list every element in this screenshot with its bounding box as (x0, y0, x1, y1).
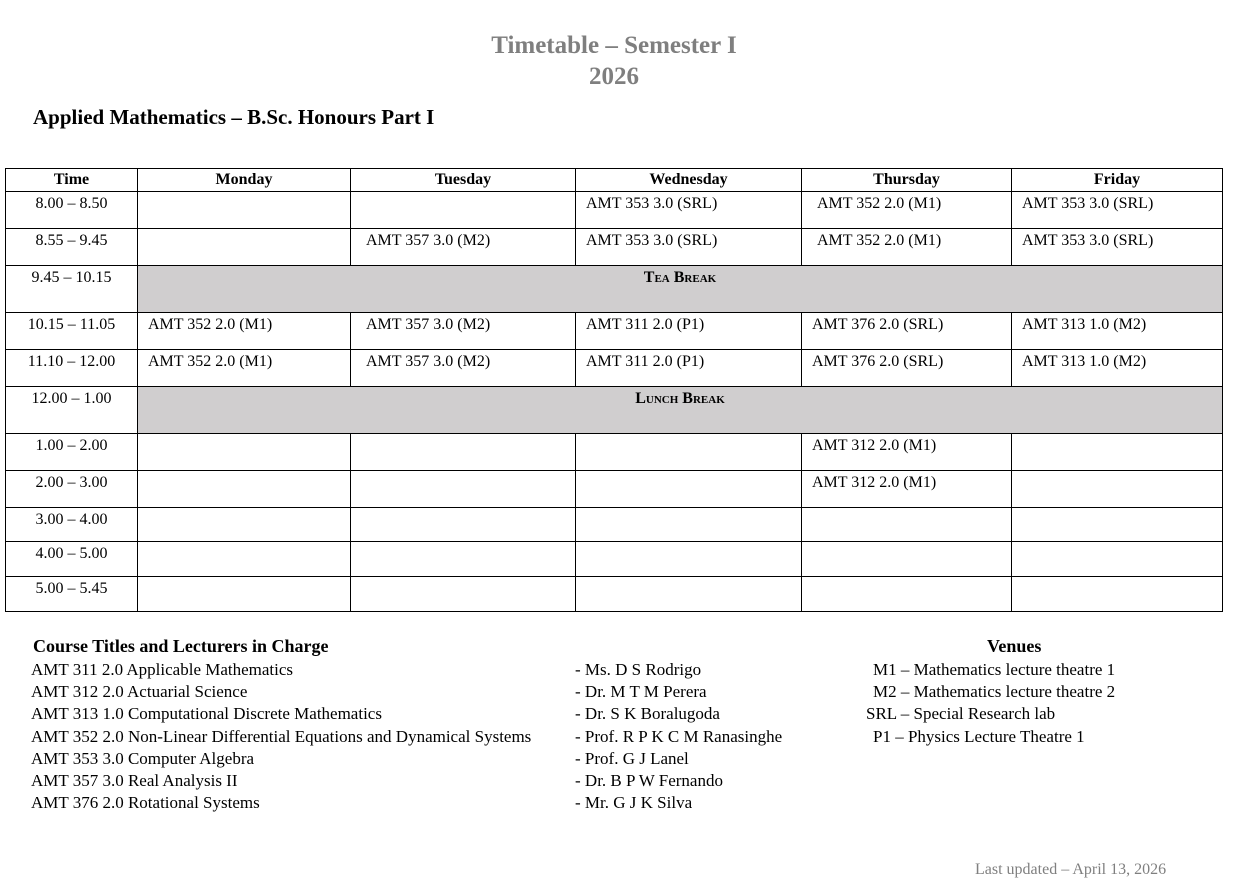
col-header-friday: Friday (1012, 169, 1223, 192)
table-row (6, 313, 1223, 350)
slot-cell: AMT 313 1.0 (M2) (1012, 350, 1223, 387)
slot-cell (802, 577, 1012, 612)
slot-cell: AMT 352 2.0 (M1) (802, 229, 1012, 266)
page-title (0, 30, 1228, 92)
slot-cell (351, 434, 576, 471)
slot-cell (138, 577, 351, 612)
col-header-tuesday: Tuesday (351, 169, 576, 192)
list-item: AMT 313 1.0 Computational Discrete Mathematics (31, 704, 382, 724)
slot-cell: AMT 357 3.0 (M2) (351, 350, 576, 387)
timetable-header-row (6, 169, 1223, 192)
list-item: - Dr. M T M Perera (575, 682, 707, 702)
table-row (6, 434, 1223, 471)
title-line-1: Timetable – Semester I (491, 32, 737, 59)
slot-cell (138, 508, 351, 542)
last-updated: Last updated – April 13, 2026 (975, 861, 1167, 878)
slot-cell (576, 471, 802, 508)
slot-cell (351, 192, 576, 229)
list-item: AMT 311 2.0 Applicable Mathematics (31, 660, 294, 679)
time-slot: 11.10 – 12.00 (6, 350, 138, 387)
slot-cell (1012, 577, 1223, 612)
slot-cell (576, 434, 802, 471)
time-slot: 9.45 – 10.15 (6, 266, 138, 313)
list-item: M2 – Mathematics lecture theatre 2 (873, 682, 1116, 702)
slot-cell: AMT 353 3.0 (SRL) (1012, 229, 1223, 266)
time-slot: 8.00 – 8.50 (6, 192, 138, 229)
slot-cell (351, 542, 576, 577)
slot-cell (576, 542, 802, 577)
slot-cell (138, 471, 351, 508)
list-item: SRL – Special Research lab (866, 704, 1056, 724)
list-item: - Mr. G J K Silva (575, 793, 693, 813)
table-row (6, 577, 1223, 612)
slot-cell (576, 508, 802, 542)
slot-cell (351, 508, 576, 542)
table-row (6, 350, 1223, 387)
list-item: - Prof. G J Lanel (575, 748, 689, 768)
slot-cell: AMT 352 2.0 (M1) (802, 192, 1012, 229)
col-header-monday: Monday (138, 169, 351, 192)
slot-cell (1012, 434, 1223, 471)
list-item: - Dr. S K Boralugoda (575, 704, 720, 724)
slot-cell (1012, 471, 1223, 508)
slot-cell: AMT 311 2.0 (P1) (576, 350, 802, 387)
slot-cell: AMT 376 2.0 (SRL) (802, 313, 1012, 350)
slot-cell: AMT 376 2.0 (SRL) (802, 350, 1012, 387)
time-slot: 4.00 – 5.00 (6, 542, 138, 577)
slot-cell (1012, 542, 1223, 577)
venues-list (866, 659, 1115, 748)
table-row (6, 471, 1223, 508)
course-titles-list (31, 659, 531, 814)
slot-cell: AMT 357 3.0 (M2) (351, 313, 576, 350)
slot-cell: AMT 353 3.0 (SRL) (576, 229, 802, 266)
slot-cell: AMT 353 3.0 (SRL) (1012, 192, 1223, 229)
list-item: P1 – Physics Lecture Theatre 1 (873, 726, 1085, 746)
lecturers-list (575, 659, 782, 814)
table-row (6, 192, 1223, 229)
slot-cell (138, 192, 351, 229)
lunch-break-cell: Lunch Break (138, 387, 1223, 434)
table-row (6, 229, 1223, 266)
table-row (6, 266, 1223, 313)
table-row (6, 542, 1223, 577)
list-item: AMT 312 2.0 Actuarial Science (31, 682, 248, 702)
slot-cell (802, 508, 1012, 542)
table-row (6, 387, 1223, 434)
slot-cell: AMT 353 3.0 (SRL) (576, 192, 802, 229)
courses-heading: Course Titles and Lecturers in Charge (33, 636, 329, 656)
col-header-thursday: Thursday (802, 169, 1012, 192)
list-item: AMT 353 3.0 Computer Algebra (31, 748, 255, 768)
slot-cell (576, 577, 802, 612)
time-slot: 8.55 – 9.45 (6, 229, 138, 266)
col-header-wednesday: Wednesday (576, 169, 802, 192)
slot-cell (351, 471, 576, 508)
time-slot: 10.15 – 11.05 (6, 313, 138, 350)
list-item: - Dr. B P W Fernando (575, 771, 723, 791)
slot-cell (1012, 508, 1223, 542)
time-slot: 5.00 – 5.45 (6, 577, 138, 612)
col-header-time: Time (6, 169, 138, 192)
slot-cell (802, 542, 1012, 577)
time-slot: 3.00 – 4.00 (6, 508, 138, 542)
slot-cell: AMT 357 3.0 (M2) (351, 229, 576, 266)
slot-cell: AMT 312 2.0 (M1) (802, 471, 1012, 508)
slot-cell: AMT 312 2.0 (M1) (802, 434, 1012, 471)
slot-cell: AMT 352 2.0 (M1) (138, 350, 351, 387)
venues-heading: Venues (987, 636, 1042, 656)
table-row (6, 508, 1223, 542)
slot-cell: AMT 313 1.0 (M2) (1012, 313, 1223, 350)
slot-cell (138, 229, 351, 266)
time-slot: 1.00 – 2.00 (6, 434, 138, 471)
slot-cell (138, 434, 351, 471)
list-item: AMT 357 3.0 Real Analysis II (31, 771, 238, 791)
tea-break-cell: Tea Break (138, 266, 1223, 313)
slot-cell (351, 577, 576, 612)
slot-cell (138, 542, 351, 577)
slot-cell: AMT 352 2.0 (M1) (138, 313, 351, 350)
program-heading: Applied Mathematics – B.Sc. Honours Part I (33, 105, 435, 129)
title-line-2: 2026 (589, 63, 639, 90)
list-item: AMT 352 2.0 Non-Linear Differential Equations and Dynamical Systems (31, 726, 532, 746)
list-item: AMT 376 2.0 Rotational Systems (31, 793, 260, 813)
list-item: - Prof. R P K C M Ranasinghe (575, 726, 783, 746)
slot-cell: AMT 311 2.0 (P1) (576, 313, 802, 350)
list-item: M1 – Mathematics lecture theatre 1 (873, 660, 1116, 679)
timetable (5, 168, 1223, 612)
list-item: - Ms. D S Rodrigo (575, 660, 702, 679)
time-slot: 12.00 – 1.00 (6, 387, 138, 434)
time-slot: 2.00 – 3.00 (6, 471, 138, 508)
